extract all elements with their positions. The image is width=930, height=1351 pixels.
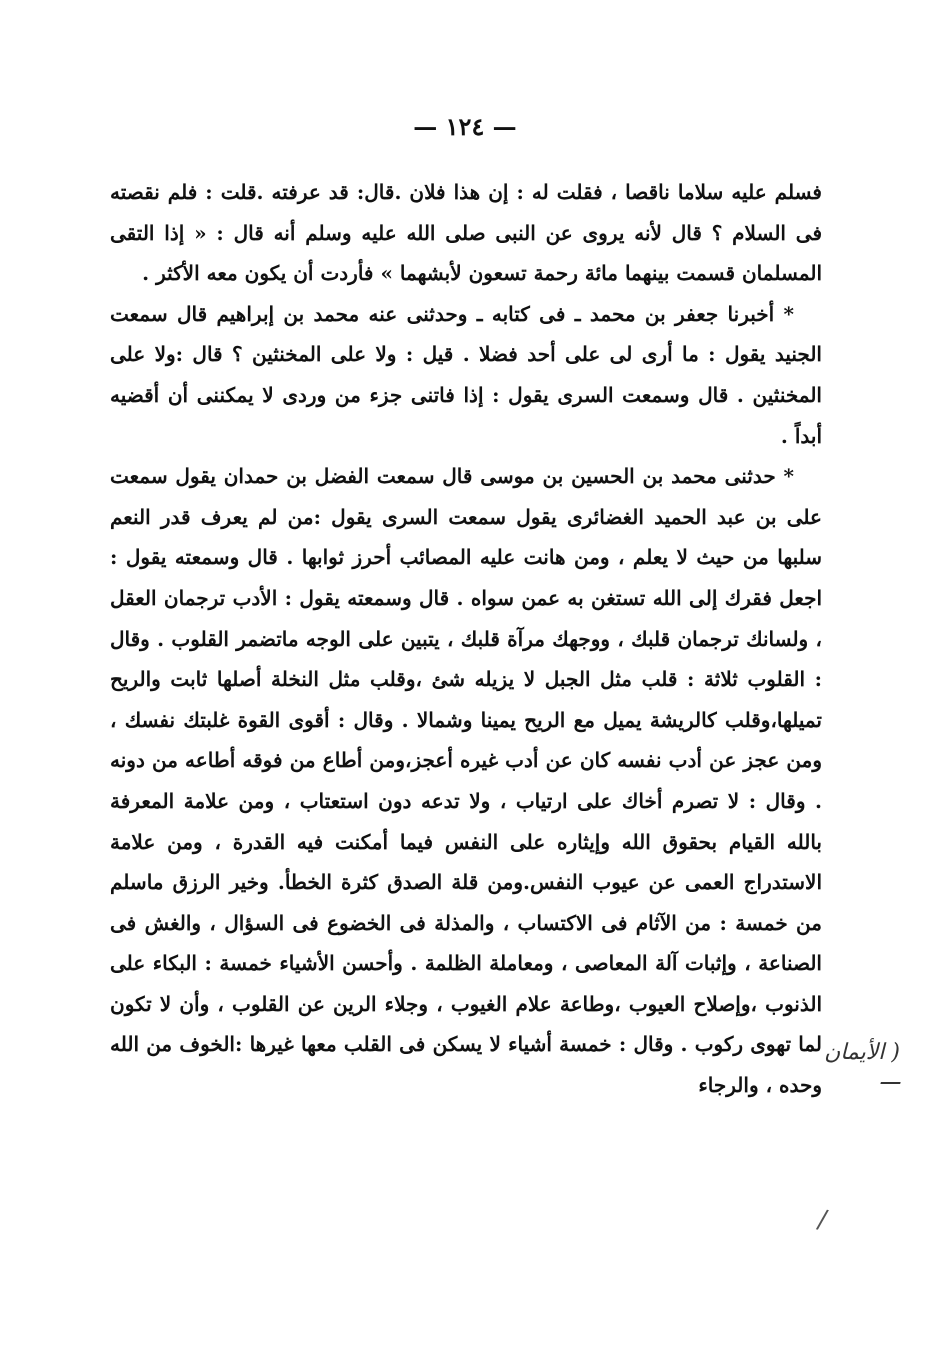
body-text	[110, 172, 822, 1106]
paragraph-3: * حدثنى محمد بن الحسين بن موسى قال سمعت الفضل بن حمدان يقول سمعت على بن عبد الحميد الغضائرى يقول سمعت السرى يقول :من لم يعرف قدر النعم سلبها من حيث لا يعلم ، ومن هانت عليه المصائب أحرز ثوابها . قال وسمعته يقول : اجعل فقرك إلى الله تستغن به عمن سواه . قال وسمعته يقول : الأدب ترجمان العقل ، ولسانك ترجمان قلبك ، ووجهك مرآة قلبك ، يتبين على الوجه ماتضمر القلوب . وقال : القلوب ثلاثة : قلب مثل الجبل لا يزيله شئ ،وقلب مثل النخلة أصلها ثابت والريح تميلها،وقلب كالريشة يميل مع الريح يمينا وشمالا . وقال : أقوى القوة غلبتك نفسك ، ومن عجز عن أدب نفسه كان عن أدب غيره أعجز،ومن أطاع من فوقه أطاعه من دونه . وقال : لا تصرم أخاك على ارتياب ، ولا تدعه دون استعتاب ، ومن علامة المعرفة بالله القيام بحقوق الله وإيثاره على النفس فيما أمكنت فيه القدرة ، ومن علامة الاستدراج العمى عن عيوب النفس.ومن قلة الصدق كثرة الخطأ. وخير الرزق ماسلم من خمسة : من الآثام فى الاكتساب ، والمذلة فى الخضوع فى السؤال ، والغش فى الصناعة ، وإثبات آلة المعاصى ، ومعاملة الظلمة . وأحسن الأشياء خمسة : البكاء على الذنوب ،وإصلاح العيوب ،وطاعة علام الغيوب ، وجلاء الرين عن القلوب ، وأن لا تكون لما تهوى ركوب . وقال : خمسة أشياء لا يسكن فى القلب معها غيرها :الخوف من الله وحده ، والرجاء	[110, 464, 822, 1098]
paragraph-1: فسلم عليه سلاما ناقصا ، فقلت له : إن هذا فلان .قال: قد عرفته .قلت : فلم نقصته فى السلام ؟ قال لأنه يروى عن النبى صلى الله عليه وسلم أنه قال : « إذا التقى المسلمان قسمت بينهما مائة رحمة تسعون لأبشهما » فأردت أن يكون معه الأكثر .	[110, 180, 822, 286]
page-number: — ١٢٤ —	[413, 112, 517, 141]
handwritten-margin-note: ( الأيمان ـــ	[824, 1040, 900, 1090]
paragraph-2: * أخبرنا جعفر بن محمد ـ فى كتابه ـ وحدثنى عنه محمد بن إبراهيم قال سمعت الجنيد يقول : ما أرى لى على أحد فضلا . قيل : ولا على المخنثين ؟ قال :ولا على المخنثين . قال وسمعت السرى يقول : إذا فاتنى جزء من وردى لا يمكننى أن أقضيه أبداً .	[110, 301, 822, 448]
pencil-mark-icon: /	[814, 1204, 830, 1236]
